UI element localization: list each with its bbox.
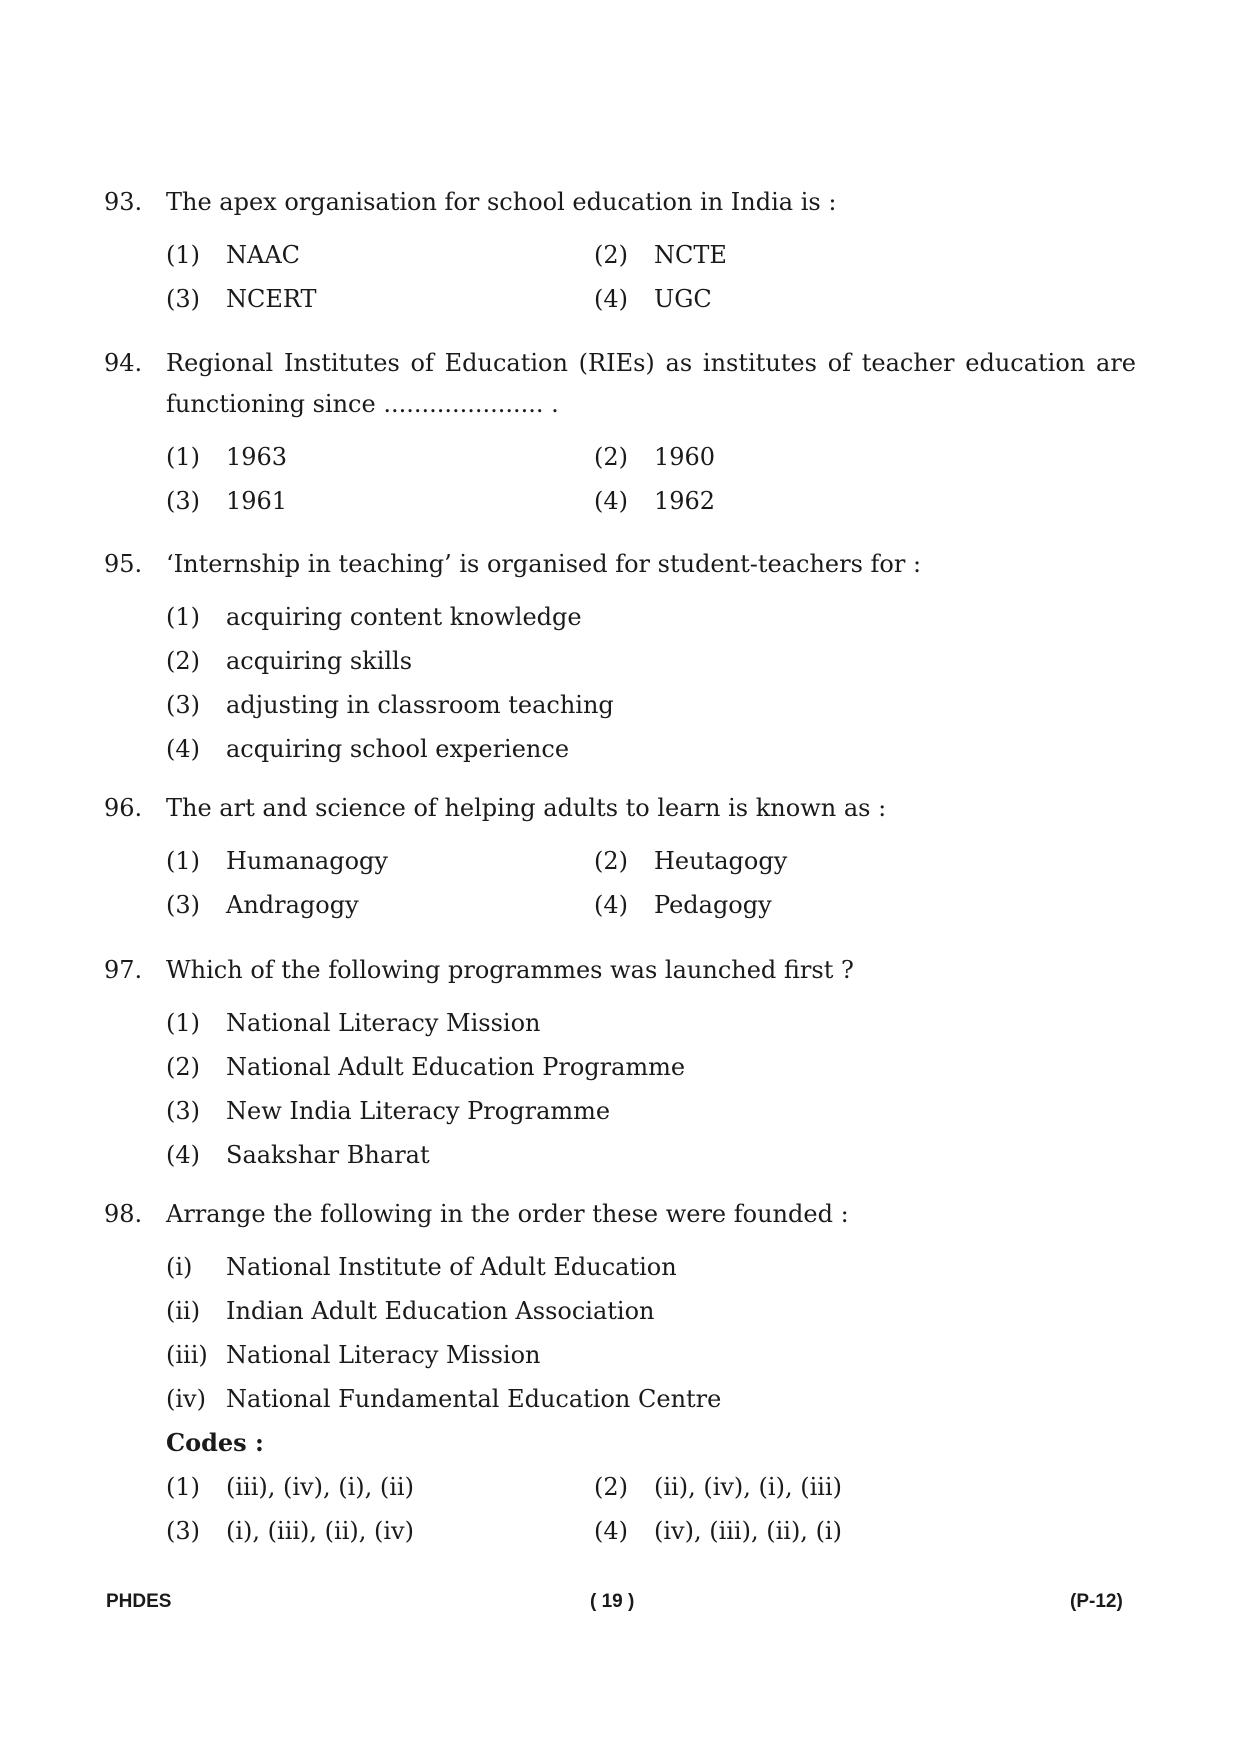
option-1 — [166, 1472, 594, 1502]
item-ii — [166, 1296, 654, 1326]
option-text: Pedagogy — [654, 891, 772, 919]
option-3 — [166, 284, 594, 314]
option-text: (iv), (iii), (ii), (i) — [654, 1517, 842, 1545]
option-text: (ii), (iv), (i), (iii) — [654, 1473, 842, 1501]
question-95 — [104, 544, 1136, 771]
option-text: Saakshar Bharat — [226, 1141, 430, 1169]
question-text: The apex organisation for school education in India is : — [166, 188, 837, 216]
question-stem — [104, 182, 1136, 223]
option-4 — [594, 486, 1022, 516]
question-text: Which of the following programmes was launched first ? — [166, 956, 854, 984]
option-3 — [166, 1516, 594, 1546]
option-text: Humanagogy — [226, 847, 388, 875]
option-text: 1962 — [654, 487, 716, 515]
footer-paper-code: PHDES — [106, 1591, 172, 1612]
option-row — [166, 1089, 1136, 1133]
options-grid — [166, 435, 1136, 523]
option-row — [166, 595, 1136, 639]
option-row — [166, 1045, 1136, 1089]
item-text: National Fundamental Education Centre — [226, 1385, 722, 1413]
option-text: NCERT — [226, 285, 317, 313]
question-number: 95. — [104, 550, 143, 578]
option-number: (1) — [166, 241, 200, 269]
options-list — [166, 1001, 1136, 1177]
option-number: (3) — [166, 1097, 200, 1125]
option-number: (2) — [594, 443, 628, 471]
option-number: (2) — [166, 647, 200, 675]
question-number: 93. — [104, 188, 143, 216]
option-1 — [166, 240, 594, 270]
question-stem — [104, 788, 1136, 829]
question-text: Regional Institutes of Education (RIEs) as institutes of teacher education are functioning since ..................... . — [166, 349, 1136, 418]
item-i — [166, 1252, 677, 1282]
footer-page-number: ( 19 ) — [590, 1591, 635, 1612]
question-number: 98. — [104, 1200, 143, 1228]
item-row — [166, 1333, 1136, 1377]
option-text: 1963 — [226, 443, 288, 471]
items-list — [166, 1245, 1136, 1553]
option-text: (i), (iii), (ii), (iv) — [226, 1517, 414, 1545]
option-text: acquiring skills — [226, 647, 413, 675]
option-text: 1960 — [654, 443, 716, 471]
option-row — [166, 683, 1136, 727]
option-number: (4) — [594, 1517, 628, 1545]
option-text: acquiring content knowledge — [226, 603, 582, 631]
item-number: (ii) — [166, 1297, 201, 1325]
option-row — [166, 233, 1136, 277]
option-number: (3) — [166, 1517, 200, 1545]
option-number: (4) — [594, 891, 628, 919]
option-4 — [594, 284, 1022, 314]
option-text: UGC — [654, 285, 712, 313]
item-text: National Literacy Mission — [226, 1341, 541, 1369]
option-text: Andragogy — [226, 891, 359, 919]
item-number: (iv) — [166, 1385, 206, 1413]
option-3 — [166, 1096, 610, 1126]
option-2 — [594, 442, 1022, 472]
option-text: National Adult Education Programme — [226, 1053, 686, 1081]
option-text: 1961 — [226, 487, 288, 515]
option-number: (2) — [594, 241, 628, 269]
option-text: adjusting in classroom teaching — [226, 691, 614, 719]
item-number: (i) — [166, 1253, 193, 1281]
option-number: (1) — [166, 443, 200, 471]
option-row — [166, 1133, 1136, 1177]
option-number: (4) — [166, 735, 200, 763]
question-98 — [104, 1194, 1136, 1553]
option-text: (iii), (iv), (i), (ii) — [226, 1473, 414, 1501]
option-row — [166, 727, 1136, 771]
option-2 — [594, 846, 1022, 876]
item-row — [166, 1245, 1136, 1289]
option-text: NCTE — [654, 241, 727, 269]
option-number: (1) — [166, 847, 200, 875]
option-1 — [166, 602, 582, 632]
option-row — [166, 639, 1136, 683]
question-97 — [104, 950, 1136, 1177]
option-row — [166, 1001, 1136, 1045]
option-text: NAAC — [226, 241, 301, 269]
option-1 — [166, 442, 594, 472]
option-row — [166, 1509, 1136, 1553]
option-number: (1) — [166, 1009, 200, 1037]
option-4 — [594, 890, 1022, 920]
option-number: (4) — [594, 487, 628, 515]
option-number: (2) — [594, 1473, 628, 1501]
option-text: Heutagogy — [654, 847, 788, 875]
option-row — [166, 839, 1136, 883]
option-4 — [166, 1140, 430, 1170]
option-row — [166, 479, 1136, 523]
option-3 — [166, 690, 614, 720]
option-2 — [594, 240, 1022, 270]
option-number: (1) — [166, 1473, 200, 1501]
question-number: 96. — [104, 794, 143, 822]
option-2 — [594, 1472, 1022, 1502]
option-4 — [594, 1516, 1022, 1546]
question-stem — [104, 544, 1136, 585]
options-grid — [166, 839, 1136, 927]
option-text: acquiring school experience — [226, 735, 570, 763]
option-1 — [166, 846, 594, 876]
option-2 — [166, 1052, 685, 1082]
item-row — [166, 1289, 1136, 1333]
options-grid — [166, 233, 1136, 321]
option-text: New India Literacy Programme — [226, 1097, 611, 1125]
question-text: Arrange the following in the order these were founded : — [166, 1200, 849, 1228]
footer-set-code: (P-12) — [1070, 1591, 1123, 1612]
option-row — [166, 277, 1136, 321]
question-94 — [104, 343, 1136, 523]
option-number: (3) — [166, 891, 200, 919]
option-2 — [166, 646, 412, 676]
question-text: The art and science of helping adults to learn is known as : — [166, 794, 887, 822]
question-96 — [104, 788, 1136, 927]
option-1 — [166, 1008, 540, 1038]
option-row — [166, 883, 1136, 927]
question-stem — [104, 1194, 1136, 1235]
option-text: National Literacy Mission — [226, 1009, 541, 1037]
question-number: 97. — [104, 956, 143, 984]
option-number: (1) — [166, 603, 200, 631]
item-iv — [166, 1384, 721, 1414]
item-text: Indian Adult Education Association — [226, 1297, 655, 1325]
option-number: (2) — [166, 1053, 200, 1081]
option-number: (3) — [166, 285, 200, 313]
option-3 — [166, 890, 594, 920]
item-iii — [166, 1340, 540, 1370]
option-number: (4) — [594, 285, 628, 313]
option-number: (3) — [166, 487, 200, 515]
option-number: (2) — [594, 847, 628, 875]
question-stem — [104, 343, 1136, 425]
option-row — [166, 435, 1136, 479]
question-text: ‘Internship in teaching’ is organised for student-teachers for : — [166, 550, 922, 578]
question-number: 94. — [104, 349, 143, 377]
option-number: (3) — [166, 691, 200, 719]
option-3 — [166, 486, 594, 516]
codes-label: Codes : — [166, 1428, 264, 1457]
item-text: National Institute of Adult Education — [226, 1253, 677, 1281]
item-row — [166, 1377, 1136, 1421]
option-number: (4) — [166, 1141, 200, 1169]
question-93 — [104, 182, 1136, 321]
option-4 — [166, 734, 569, 764]
options-list — [166, 595, 1136, 771]
question-stem — [104, 950, 1136, 991]
item-number: (iii) — [166, 1341, 208, 1369]
option-row — [166, 1465, 1136, 1509]
